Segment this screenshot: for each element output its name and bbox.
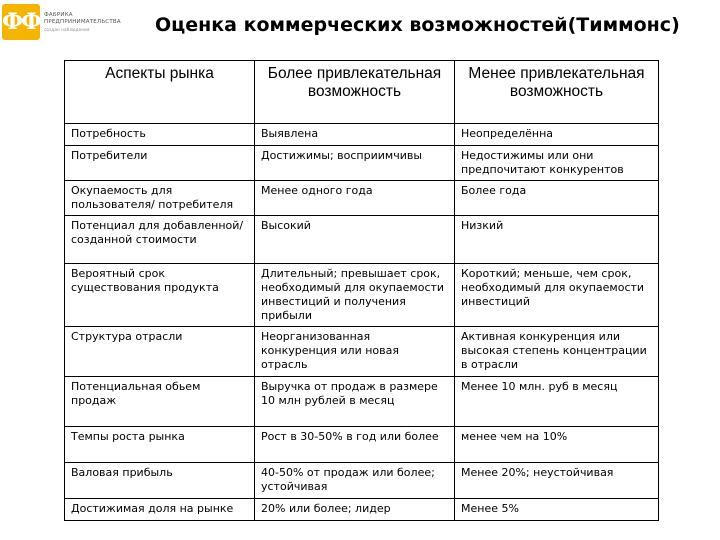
cell-aspect: Потребители [65,146,255,181]
cell-aspect: Потребность [65,124,255,146]
cell-more-attractive: Выручка от продаж в размере 10 млн рублей в месяц [255,377,455,427]
table-row [65,264,659,327]
cell-less-attractive: менее чем на 10% [455,427,659,463]
cell-less-attractive: Низкий [455,216,659,264]
table-row [65,216,659,264]
cell-less-attractive: Менее 10 млн. руб в месяц [455,377,659,427]
table-row [65,327,659,377]
cell-more-attractive: Менее одного года [255,181,455,216]
logo-line-1: ФАБРИКА [44,11,73,18]
cell-less-attractive: Короткий; меньше, чем срок, необходимый для окупаемости инвестиций [455,264,659,327]
cell-aspect: Достижимая доля на рынке [65,499,255,521]
logo-line-3: создан наблюдения [44,26,90,32]
cell-more-attractive: 40-50% от продаж или более; устойчивая [255,463,455,499]
cell-aspect: Вероятный срок существования продукта [65,264,255,327]
cell-more-attractive: Выявлена [255,124,455,146]
table-row [65,181,659,216]
table-row [65,499,659,521]
cell-aspect: Темпы роста рынка [65,427,255,463]
cell-aspect: Окупаемость для пользователя/ потребителя [65,181,255,216]
cell-aspect: Потенциал для добавленной/ созданной стоимости [65,216,255,264]
table-row [65,377,659,427]
opportunity-table [64,60,659,521]
cell-more-attractive: Высокий [255,216,455,264]
header-more-attractive: Более привлекательная возможность [255,61,455,124]
table-row [65,146,659,181]
cell-aspect: Потенциальная обьем продаж [65,377,255,427]
cell-less-attractive: Активная конкуренция или высокая степень концентрации в отрасли [455,327,659,377]
page-title: Оценка коммерческих возможностей(Тиммонс) [155,14,680,36]
cell-more-attractive: Рост в 30-50% в год или более [255,427,455,463]
logo-text [44,12,121,33]
cell-less-attractive: Менее 5% [455,499,659,521]
header-market-aspects: Аспекты рынка [65,61,255,124]
cell-more-attractive: Неорганизованная конкуренция или новая отрасль [255,327,455,377]
table-row [65,124,659,146]
cell-more-attractive: 20% или более; лидер [255,499,455,521]
cell-less-attractive: Менее 20%; неустойчивая [455,463,659,499]
cell-more-attractive: Длительный; превышает срок, необходимый для окупаемости инвестиций и получения прибыли [255,264,455,327]
table-row [65,463,659,499]
cell-aspect: Валовая прибыль [65,463,255,499]
cell-more-attractive: Достижимы; восприимчивы [255,146,455,181]
table-row [65,427,659,463]
logo-line-2: ПРЕДПРИНИМАТЕЛЬСТВА [44,18,121,25]
cell-less-attractive: Недостижимы или они предпочитают конкурентов [455,146,659,181]
header-less-attractive: Менее привлекательная возможность [455,61,659,124]
cell-aspect: Структура отрасли [65,327,255,377]
logo-mark: ФФ [2,4,40,40]
cell-less-attractive: Более года [455,181,659,216]
table-header-row [65,61,659,124]
company-logo [2,2,152,42]
cell-less-attractive: Неопределённа [455,124,659,146]
